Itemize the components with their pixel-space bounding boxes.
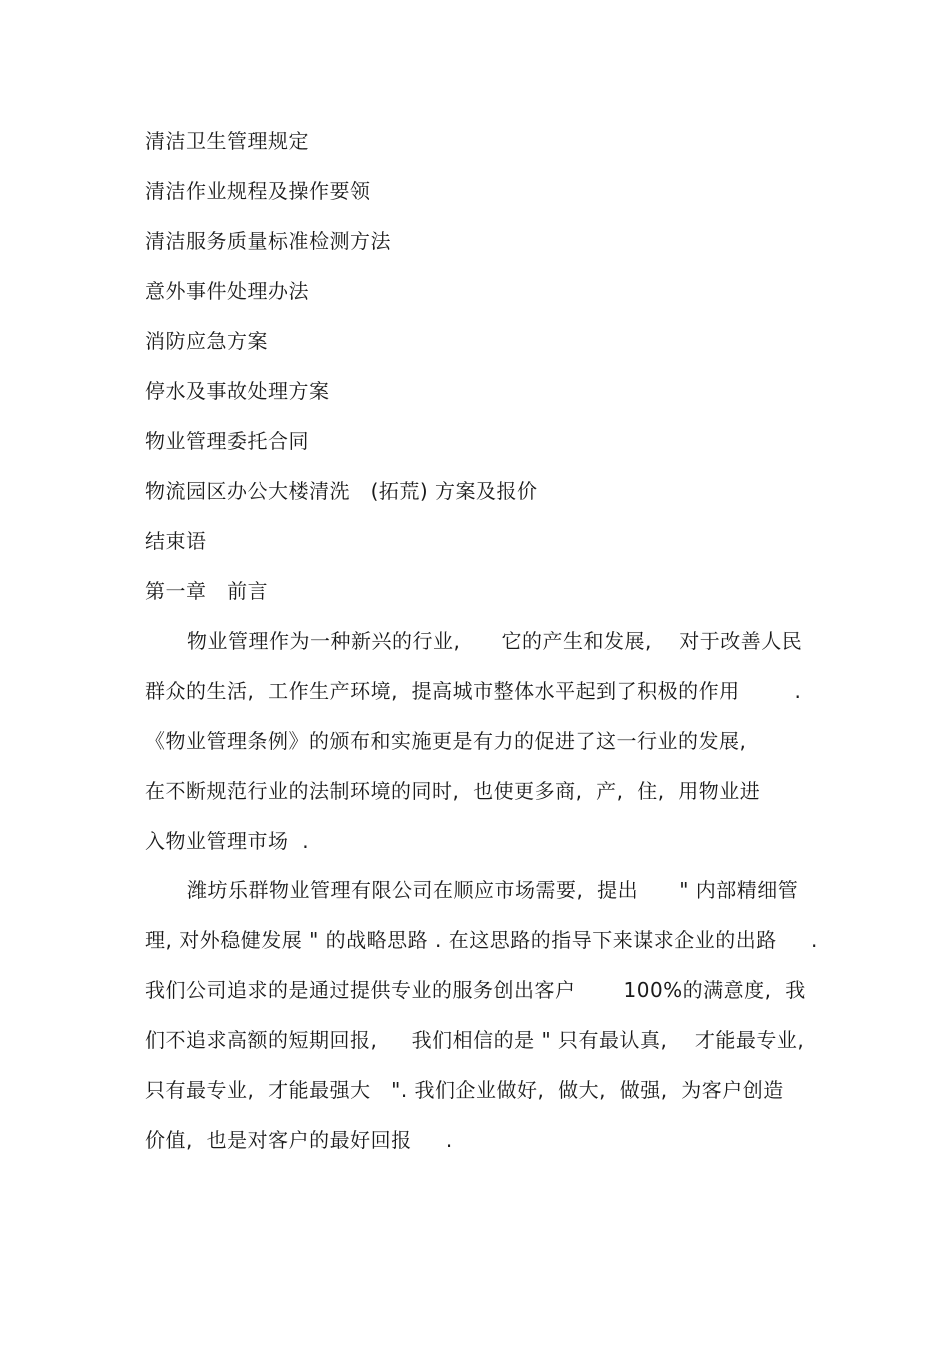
paragraph-line: 只有最专业, 才能最强大 ". 我们企业做好, 做大, 做强, 为客户创造 bbox=[145, 1078, 784, 1102]
toc-item: 清洁卫生管理规定 bbox=[145, 129, 309, 153]
toc-item: 停水及事故处理方案 bbox=[145, 379, 330, 403]
toc-item: 清洁作业规程及操作要领 bbox=[145, 179, 371, 203]
paragraph-line: 《物业管理条例》的颁布和实施更是有力的促进了这一行业的发展, bbox=[145, 729, 747, 753]
toc-item: 清洁服务质量标准检测方法 bbox=[145, 229, 391, 253]
paragraph-line: 群众的生活, 工作生产环境, 提高城市整体水平起到了积极的作用 . bbox=[145, 679, 802, 703]
paragraph-line: 在不断规范行业的法制环境的同时, 也使更多商, 产, 住, 用物业进 bbox=[145, 779, 761, 803]
toc-item: 物流园区办公大楼清洗 (拓荒) 方案及报价 bbox=[145, 479, 538, 503]
paragraph-line: 价值, 也是对客户的最好回报 . bbox=[145, 1128, 453, 1152]
chapter-title: 第一章 前言 bbox=[145, 579, 269, 603]
paragraph-line: 理, 对外稳健发展 " 的战略思路 . 在这思路的指导下来谋求企业的出路 . bbox=[145, 928, 818, 952]
paragraph-line: 们不追求高额的短期回报, 我们相信的是 " 只有最认真, 才能最专业, bbox=[145, 1028, 805, 1052]
paragraph-line: 物业管理作为一种新兴的行业, 它的产生和发展, 对于改善人民 bbox=[187, 629, 803, 653]
paragraph-line: 我们公司追求的是通过提供专业的服务创出客户 100%的满意度, 我 bbox=[145, 978, 806, 1002]
toc-item: 结束语 bbox=[145, 529, 207, 553]
toc-item: 意外事件处理办法 bbox=[145, 279, 309, 303]
toc-item: 物业管理委托合同 bbox=[145, 429, 309, 453]
paragraph-line: 潍坊乐群物业管理有限公司在顺应市场需要, 提出 " 内部精细管 bbox=[187, 878, 799, 902]
paragraph-line: 入物业管理市场 . bbox=[145, 829, 310, 853]
toc-item: 消防应急方案 bbox=[145, 329, 268, 353]
